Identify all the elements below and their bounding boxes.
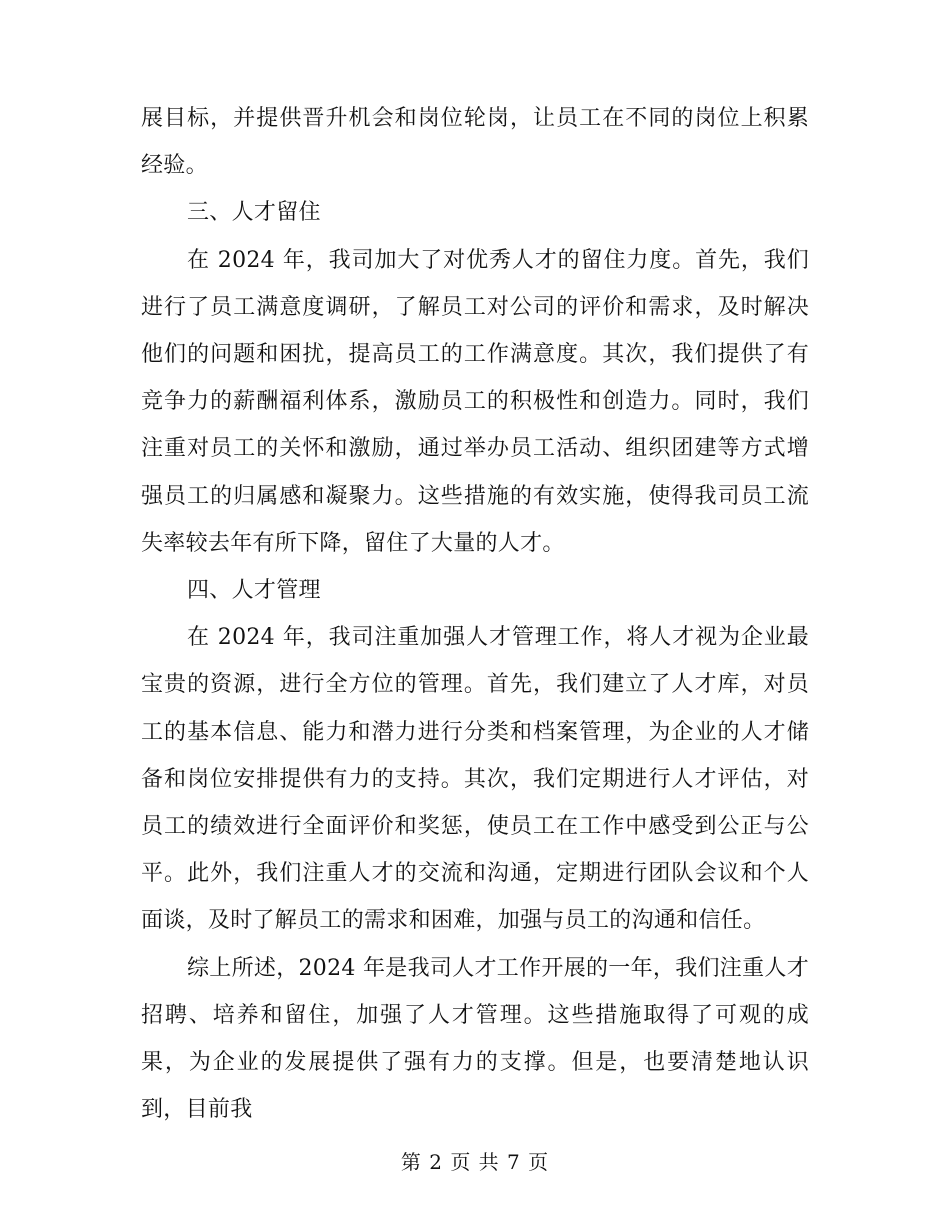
page-number-footer: 第 2 页 共 7 页 [400, 1150, 550, 1174]
section-heading-talent-retention: 三、人才留住 [187, 200, 321, 226]
section-heading-talent-management: 四、人才管理 [187, 578, 321, 604]
document-body [141, 95, 809, 1133]
paragraph-summary: 综上所述，2024 年是我司人才工作开展的一年，我们注重人才招聘、培养和留住，加强了人才管理。这些措施取得了可观的成果，为企业的发展提供了强有力的支撑。但是，也要清楚地认识到，目前我 [141, 955, 809, 1123]
paragraph-continuation: 展目标，并提供晋升机会和岗位轮岗，让员工在不同的岗位上积累经验。 [141, 106, 809, 179]
paragraph-talent-retention: 在 2024 年，我司加大了对优秀人才的留住力度。首先，我们进行了员工满意度调研，了解员工对公司的评价和需求，及时解决他们的问题和困扰，提高员工的工作满意度。其次，我们提供了有竞争力的薪酬福利体系，激励员工的积极性和创造力。同时，我们注重对员工的关怀和激励，通过举办员工活动、组织团建等方式增强员工的归属感和凝聚力。这些措施的有效实施，使得我司员工流失率较去年有所下降，留住了大量的人才。 [141, 247, 809, 556]
paragraph-talent-management: 在 2024 年，我司注重加强人才管理工作，将人才视为企业最宝贵的资源，进行全方位的管理。首先，我们建立了人才库，对员工的基本信息、能力和潜力进行分类和档案管理，为企业的人才储备和岗位安排提供有力的支持。其次，我们定期进行人才评估，对员工的绩效进行全面评价和奖惩，使员工在工作中感受到公正与公平。此外，我们注重人才的交流和沟通，定期进行团队会议和个人面谈，及时了解员工的需求和困难，加强与员工的沟通和信任。 [141, 625, 809, 934]
